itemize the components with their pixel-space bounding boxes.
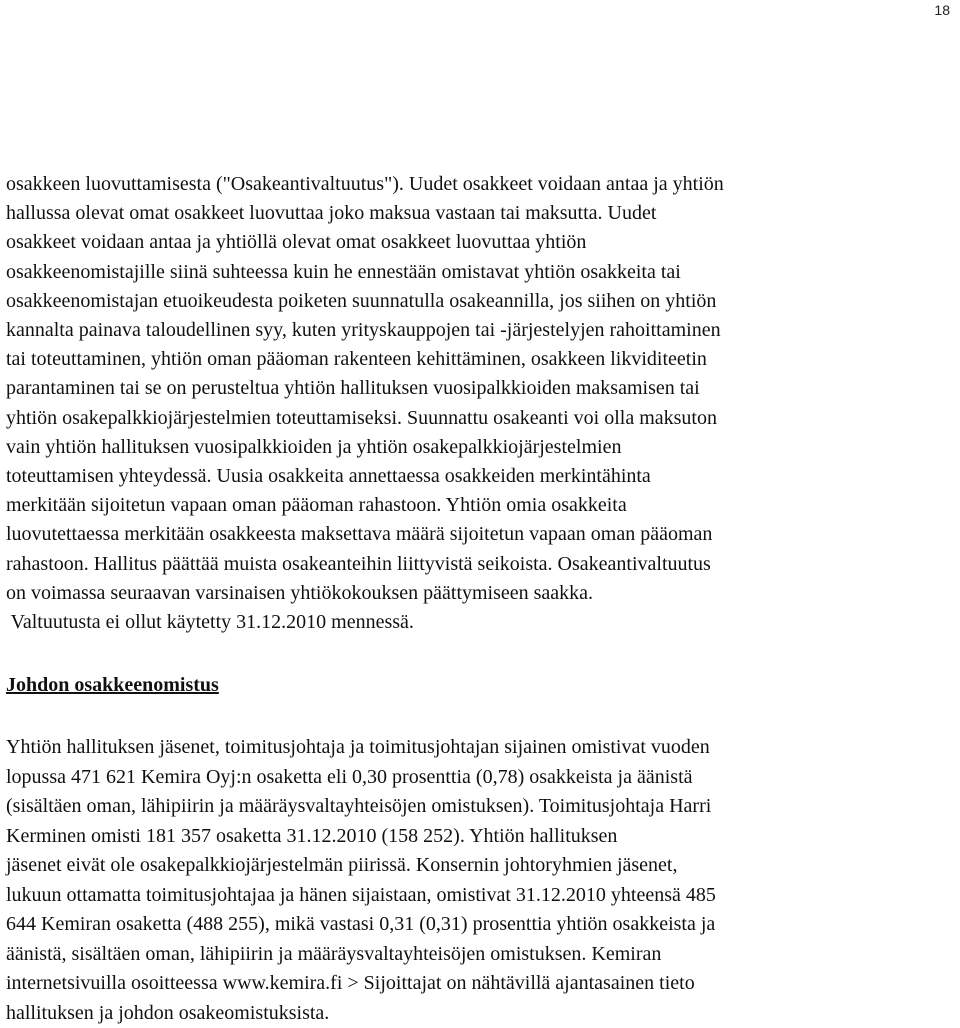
paragraph-line: rahastoon. Hallitus päättää muista osakeanteihin liittyvistä seikoista. Osakeantivaltuutus [6, 550, 954, 579]
paragraph-line: osakkeen luovuttamisesta ("Osakeantivaltuutus"). Uudet osakkeet voidaan antaa ja yhtiön [6, 170, 954, 199]
paragraph-line: jäsenet eivät ole osakepalkkiojärjestelmän piirissä. Konsernin johtoryhmien jäsenet, [6, 851, 954, 881]
paragraph-line: äänistä, sisältäen oman, lähipiirin ja määräysvaltayhteisöjen omistuksen. Kemiran [6, 940, 954, 970]
paragraph-line: osakkeenomistajille siinä suhteessa kuin he ennestään omistavat yhtiön osakkeita tai [6, 258, 954, 287]
paragraph-line: Kerminen omisti 181 357 osaketta 31.12.2010 (158 252). Yhtiön hallituksen [6, 822, 954, 852]
paragraph-line: yhtiön osakepalkkiojärjestelmien toteuttamiseksi. Suunnattu osakeanti voi olla maksuton [6, 404, 954, 433]
paragraph-line: osakkeet voidaan antaa ja yhtiöllä olevat omat osakkeet luovuttaa yhtiön [6, 228, 954, 257]
share-issue-authorization-paragraph [6, 170, 954, 637]
paragraph-line: osakkeenomistajan etuoikeudesta poiketen suunnatulla osakeannilla, jos siihen on yhtiön [6, 287, 954, 316]
paragraph-line: lukuun ottamatta toimitusjohtajaa ja hänen sijaistaan, omistivat 31.12.2010 yhteensä 485 [6, 881, 954, 911]
page-number: 18 [934, 2, 950, 18]
paragraph-line: merkitään sijoitetun vapaan oman pääoman rahastoon. Yhtiön omia osakkeita [6, 491, 954, 520]
paragraph-line: Valtuutusta ei ollut käytetty 31.12.2010 mennessä. [6, 608, 954, 637]
paragraph-line: (sisältäen oman, lähipiirin ja määräysvaltayhteisöjen omistuksen). Toimitusjohtaja Harri [6, 792, 954, 822]
paragraph-line: 644 Kemiran osaketta (488 255), mikä vastasi 0,31 (0,31) prosenttia yhtiön osakkeista ja [6, 910, 954, 940]
paragraph-line: kannalta painava taloudellinen syy, kuten yrityskauppojen tai -järjestelyjen rahoittaminen [6, 316, 954, 345]
management-shareholding-paragraph [6, 733, 954, 1028]
paragraph-line: hallituksen ja johdon osakeomistuksista. [6, 999, 954, 1028]
paragraph-line: Yhtiön hallituksen jäsenet, toimitusjohtaja ja toimitusjohtajan sijainen omistivat vuoden [6, 733, 954, 763]
paragraph-line: tai toteuttaminen, yhtiön oman pääoman rakenteen kehittäminen, osakkeen likviditeetin [6, 345, 954, 374]
paragraph-line: vain yhtiön hallituksen vuosipalkkioiden ja yhtiön osakepalkkiojärjestelmien [6, 433, 954, 462]
paragraph-line: luovutettaessa merkitään osakkeesta maksettava määrä sijoitetun vapaan oman pääoman [6, 520, 954, 549]
paragraph-line: hallussa olevat omat osakkeet luovuttaa joko maksua vastaan tai maksutta. Uudet [6, 199, 954, 228]
paragraph-line: toteuttamisen yhteydessä. Uusia osakkeita annettaessa osakkeiden merkintähinta [6, 462, 954, 491]
paragraph-line: lopussa 471 621 Kemira Oyj:n osaketta eli 0,30 prosenttia (0,78) osakkeista ja äänistä [6, 763, 954, 793]
section-heading: Johdon osakkeenomistus [6, 674, 219, 697]
paragraph-line: on voimassa seuraavan varsinaisen yhtiökokouksen päättymiseen saakka. [6, 579, 954, 608]
paragraph-line: internetsivuilla osoitteessa www.kemira.fi > Sijoittajat on nähtävillä ajantasainen tieto [6, 969, 954, 999]
paragraph-line: parantaminen tai se on perusteltua yhtiön hallituksen vuosipalkkioiden maksamisen tai [6, 374, 954, 403]
